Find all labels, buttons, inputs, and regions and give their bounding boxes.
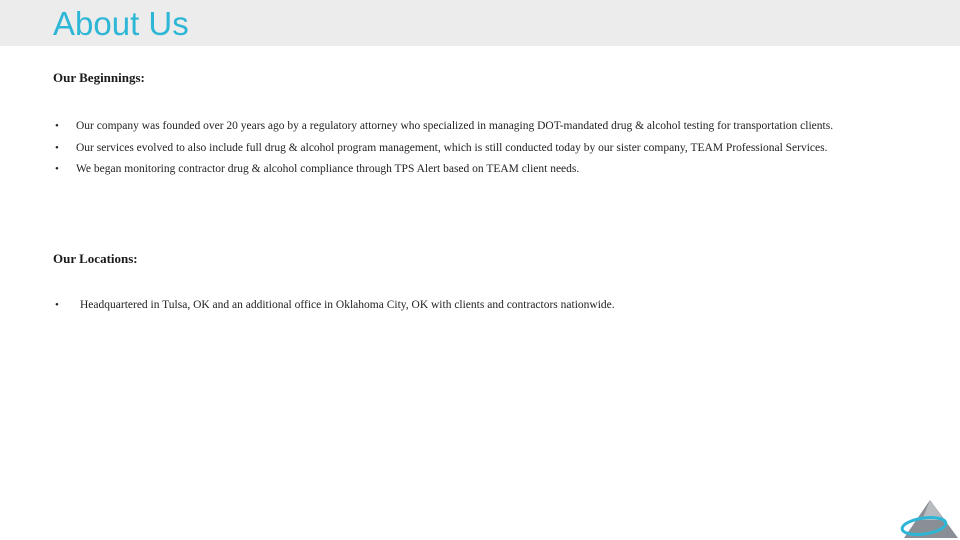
list-item (53, 138, 883, 160)
section-heading-locations: Our Locations: (53, 251, 138, 266)
bullet-icon: • (55, 120, 59, 132)
list-item-text: Our company was founded over 20 years ago by a regulatory attorney who specialized in managing DOT-mandated drug & alcohol testing for transportation clients. (76, 120, 834, 132)
list-item-text: Headquartered in Tulsa, OK and an additional office in Oklahoma City, OK with clients and contractors nationwide. (80, 299, 615, 311)
list-item-text: We began monitoring contractor drug & alcohol compliance through TPS Alert based on TEAM client needs. (76, 163, 580, 175)
list-item (53, 116, 883, 138)
list-item (53, 159, 883, 181)
page-title: About Us (53, 5, 189, 42)
locations-list (53, 295, 913, 317)
triangle-swoosh-logo-icon (896, 498, 960, 540)
section-heading-beginnings: Our Beginnings: (53, 70, 145, 85)
list-item (53, 295, 913, 317)
list-item-text: Our services evolved to also include full drug & alcohol program management, which is still conducted today by our sister company, TEAM Professional Services. (76, 141, 828, 154)
bullet-icon: • (55, 141, 59, 154)
bullet-icon: • (55, 163, 59, 175)
beginnings-list (53, 116, 883, 181)
bullet-icon: • (55, 299, 59, 311)
